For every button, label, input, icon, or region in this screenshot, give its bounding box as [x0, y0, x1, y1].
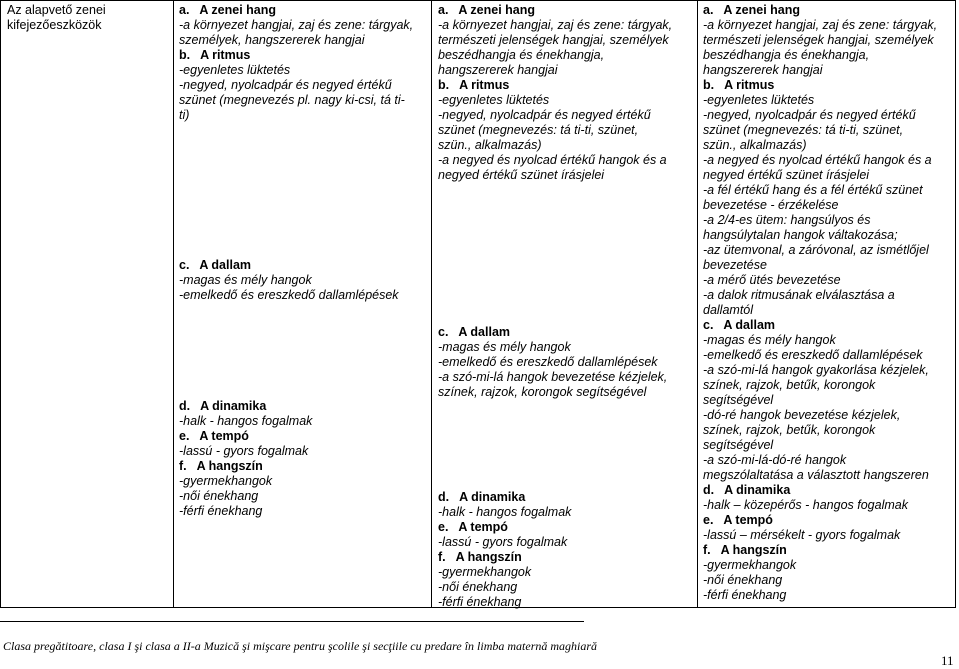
timbre-item: -női énekhang: [179, 489, 259, 503]
melody-item: -emelkedő és ereszkedő dallamlépések: [703, 348, 923, 362]
dynamics-item: -halk - hangos fogalmak: [438, 505, 572, 519]
rhythm-item: negyed értékű szünet írásjelei: [703, 168, 870, 182]
category-heading-line: Az alapvető zenei: [7, 3, 106, 17]
timbre-item: -gyermekhangok: [438, 565, 532, 579]
melody-item: -dó-ré hangok bevezetése kézjelek,: [703, 408, 901, 422]
sound-heading: a. A zenei hang: [438, 3, 536, 17]
page-footer: Clasa pregătitoare, clasa I şi clasa a II-a Muzică şi mişcare pentru şcolile şi secţiile cu predare în limba maternă maghiară: [3, 639, 598, 653]
dynamics-item: -halk – közepérős - hangos fogalmak: [703, 498, 908, 512]
column-divider: [431, 1, 432, 607]
rhythm-item: bevezetése: [703, 258, 767, 272]
category-heading-line: kifejezőeszközök: [7, 18, 102, 32]
tempo-heading: e. A tempó: [179, 429, 249, 443]
rhythm-item: szün., alkalmazás): [703, 138, 807, 152]
rhythm-heading: b. A ritmus: [179, 48, 251, 62]
first-class-column: [438, 3, 695, 610]
melody-item: színek, rajzok, betűk, korongok: [703, 423, 876, 437]
sound-item: beszédhangja és énekhangja,: [438, 48, 605, 62]
section-spacer: [179, 123, 429, 258]
rhythm-heading: b. A ritmus: [438, 78, 510, 92]
rhythm-item: szünet (megnevezés: tá ti-ti, szünet,: [438, 123, 639, 137]
sound-item: hangszererek hangjai: [438, 63, 558, 77]
sound-heading: a. A zenei hang: [179, 3, 277, 17]
rhythm-item: szünet (megnevezés: tá ti-ti, szünet,: [703, 123, 904, 137]
melody-item: segítségével: [703, 438, 774, 452]
dynamics-heading: d. A dinamika: [438, 490, 526, 504]
preparatory-class-column: [179, 3, 429, 519]
sound-item: -a környezet hangjai, zaj és zene: tárgyak,: [703, 18, 938, 32]
melody-item: -a szó-mi-lá-dó-ré hangok: [703, 453, 847, 467]
section-spacer: [179, 303, 429, 399]
melody-item: -emelkedő és ereszkedő dallamlépések: [438, 355, 658, 369]
tempo-item: -lassú – mérsékelt - gyors fogalmak: [703, 528, 901, 542]
section-spacer: [438, 183, 695, 325]
sound-item: -a környezet hangjai, zaj és zene: tárgyak,: [438, 18, 673, 32]
section-spacer: [438, 400, 695, 490]
timbre-heading: f. A hangszín: [179, 459, 263, 473]
rhythm-item: szünet (megnevezés pl. nagy ki-csi, tá ti-: [179, 93, 405, 107]
page-number: 11: [941, 653, 954, 668]
column-divider: [173, 1, 174, 607]
rhythm-item: -a mérő ütés bevezetése: [703, 273, 841, 287]
sound-item: személyek, hangszererek hangjai: [179, 33, 365, 47]
rhythm-item: ti): [179, 108, 190, 122]
melody-heading: c. A dallam: [438, 325, 511, 339]
rhythm-item: -egyenletes lüktetés: [179, 63, 291, 77]
melody-item: -magas és mély hangok: [179, 273, 312, 287]
rhythm-item: -egyenletes lüktetés: [438, 93, 550, 107]
sound-heading: a. A zenei hang: [703, 3, 801, 17]
melody-item: színek, rajzok, betűk, korongok: [703, 378, 876, 392]
melody-item: -a szó-mi-lá hangok bevezetése kézjelek,: [438, 370, 668, 384]
melody-item: színek, rajzok, korongok segítségével: [438, 385, 647, 399]
tempo-item: -lassú - gyors fogalmak: [438, 535, 568, 549]
rhythm-item: bevezetése - érzékelése: [703, 198, 839, 212]
timbre-item: -női énekhang: [438, 580, 518, 594]
melody-item: -magas és mély hangok: [438, 340, 571, 354]
dynamics-heading: d. A dinamika: [179, 399, 267, 413]
rhythm-item: -negyed, nyolcadpár és negyed értékű: [438, 108, 651, 122]
melody-item: megszólaltatása a választott hangszeren: [703, 468, 929, 482]
tempo-heading: e. A tempó: [703, 513, 773, 527]
rhythm-item: -a dalok ritmusának elválasztása a: [703, 288, 895, 302]
timbre-item: -gyermekhangok: [179, 474, 273, 488]
timbre-item: -férfi énekhang: [703, 588, 787, 602]
rhythm-item: -a negyed és nyolcad értékű hangok és a: [703, 153, 932, 167]
timbre-item: -gyermekhangok: [703, 558, 797, 572]
rhythm-item: -a 2/4-es ütem: hangsúlyos és: [703, 213, 871, 227]
melody-item: -emelkedő és ereszkedő dallamlépések: [179, 288, 399, 302]
tempo-item: -lassú - gyors fogalmak: [179, 444, 309, 458]
sound-item: beszédhangja és énekhangja,: [703, 48, 870, 62]
sound-item: -a környezet hangjai, zaj és zene: tárgyak,: [179, 18, 414, 32]
second-class-column: [703, 3, 955, 603]
melody-item: segítségével: [703, 393, 774, 407]
sound-item: természeti jelenségek hangjai, személyek: [438, 33, 669, 47]
melody-heading: c. A dallam: [703, 318, 776, 332]
rhythm-item: -negyed, nyolcadpár és negyed értékű: [179, 78, 392, 92]
category-column: [7, 3, 169, 33]
dynamics-heading: d. A dinamika: [703, 483, 791, 497]
sound-item: természeti jelenségek hangjai, személyek: [703, 33, 934, 47]
timbre-item: -női énekhang: [703, 573, 783, 587]
rhythm-item: -a fél értékű hang és a fél értékű szünet: [703, 183, 923, 197]
rhythm-item: negyed értékű szünet írásjelei: [438, 168, 605, 182]
rhythm-item: -a negyed és nyolcad értékű hangok és a: [438, 153, 667, 167]
column-divider: [697, 1, 698, 607]
rhythm-item: hangsúlytalan hangok váltakozása;: [703, 228, 898, 242]
rhythm-item: -az ütemvonal, a záróvonal, az ismétlőjel: [703, 243, 929, 257]
timbre-heading: f. A hangszín: [703, 543, 787, 557]
melody-item: -a szó-mi-lá hangok gyakorlása kézjelek,: [703, 363, 929, 377]
tempo-heading: e. A tempó: [438, 520, 508, 534]
rhythm-heading: b. A ritmus: [703, 78, 775, 92]
timbre-item: -férfi énekhang: [179, 504, 263, 518]
melody-item: -magas és mély hangok: [703, 333, 836, 347]
timbre-item: -férfi énekhang: [438, 595, 522, 609]
rhythm-item: szün., alkalmazás): [438, 138, 542, 152]
rhythm-item: -negyed, nyolcadpár és negyed értékű: [703, 108, 916, 122]
rhythm-item: -egyenletes lüktetés: [703, 93, 815, 107]
dynamics-item: -halk - hangos fogalmak: [179, 414, 313, 428]
melody-heading: c. A dallam: [179, 258, 252, 272]
sound-item: hangszererek hangjai: [703, 63, 823, 77]
timbre-heading: f. A hangszín: [438, 550, 522, 564]
footnote-rule: [0, 621, 584, 622]
rhythm-item: dallamtól: [703, 303, 754, 317]
